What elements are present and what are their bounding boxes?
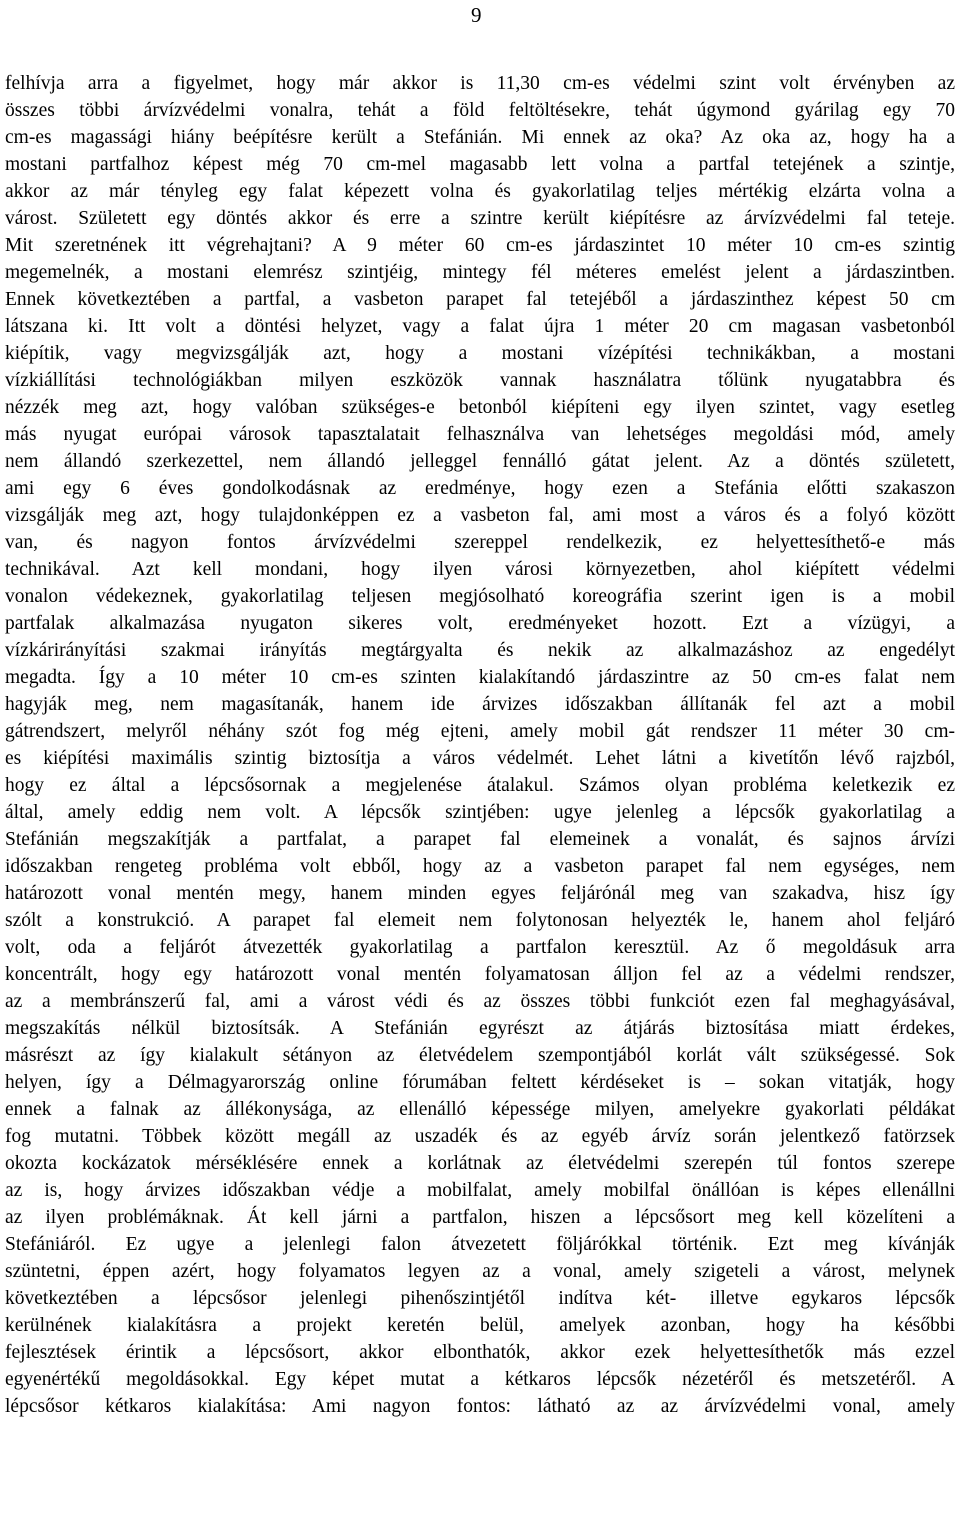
text-line: nem állandó szerkezettel, nem állandó jelleggel fennálló gátat jelent. Az a döntés született,: [5, 451, 955, 472]
text-line: az ilyen problémáknak. Át kell járni a partfalon, hiszen a lépcsősort meg kell közelíteni a: [5, 1207, 955, 1228]
text-line: fejlesztések érintik a lépcsősort, akkor elbonthatók, akkor ezek helyettesíthetők más ezzel: [5, 1342, 955, 1363]
text-line: Stefániáról. Ez ugye a jelenlegi falon átvezetett följárókkal történik. Ezt meg kívánják: [5, 1234, 955, 1255]
text-line: egyenértékű megoldásokkal. Egy képet mutat a kétkaros lépcsők nézetéről és metszetéről. A: [5, 1369, 955, 1390]
text-line: az a membránszerű fal, ami a várost védi és az összes többi funkciót ezen fal meghagyásával,: [5, 991, 955, 1012]
text-line: összes többi árvízvédelmi vonalra, tehát a föld feltöltésekre, tehát úgymond gyárilag egy 70: [5, 100, 955, 121]
text-line: fog mutatni. Többek között megáll az uszadék és az egyéb árvíz során jelentkező fatörzsek: [5, 1126, 955, 1147]
text-line: hagyják meg, nem magasítanák, hanem ide árvizes időszakban állítanák fel azt a mobil: [5, 694, 955, 715]
text-line: ami egy 6 éves gondolkodásnak az eredménye, hogy ezen a Stefánia előtti szakaszon: [5, 478, 955, 499]
document-body: [5, 70, 955, 1447]
text-line: cm-es magassági hiány beépítésre került a Stefánián. Mi ennek az oka? Az oka az, hogy ha a: [5, 127, 955, 148]
text-line: kerülnének kialakításra a projekt keretén belül, amelyek azonban, hogy ha későbbi: [5, 1315, 955, 1336]
text-line: időszakban rengeteg probléma volt ebből, hogy az a vasbeton parapet fal nem egységes, nem: [5, 856, 955, 877]
text-line: akkor az már tényleg egy falat képezett volna és gyakorlatilag teljes mértékig elzárta volna a: [5, 181, 955, 202]
text-line: látszana ki. Itt volt a döntési helyzet, vagy a falat újra 1 méter 20 cm magasan vasbetonból: [5, 316, 955, 337]
text-line: volt, oda a feljárót átvezették gyakorlatilag a partfalon keresztül. Az ő megoldásuk arra: [5, 937, 955, 958]
text-line: vízkárirányítási szakmai irányítás megtárgyalta és nekik az alkalmazáshoz az engedélyt: [5, 640, 955, 661]
text-line: partfalak alkalmazása nyugaton sikeres volt, eredményeket hozott. Ezt a vízügyi, a: [5, 613, 955, 634]
text-line: által, amely eddig nem volt. A lépcsők szintjében: ugye jelenleg a lépcsők gyakorlatilag a: [5, 802, 955, 823]
text-line: gátrendszert, melyről néhány szót fog még ejteni, amely mobil gát rendszer 11 méter 30 cm-: [5, 721, 955, 742]
text-line: koncentrált, hogy egy határozott vonal mentén folyamatosan álljon fel az a védelmi rendszer,: [5, 964, 955, 985]
text-line: ennek a falnak az állékonysága, az ellenálló képessége milyen, amelyekre gyakorlati példákat: [5, 1099, 955, 1120]
text-line: helyen, így a Délmagyarország online fórumában feltett kérdéseket is – sokan vitatják, hogy: [5, 1072, 955, 1093]
text-line: technikával. Azt kell mondani, hogy ilyen városi környezetben, ahol kiépített védelmi: [5, 559, 955, 580]
text-line: vonalon védekeznek, gyakorlatilag teljesen megjósolható koreográfia szerint igen is a mobil: [5, 586, 955, 607]
text-line: mostani partfalhoz képest még 70 cm-mel magasabb lett volna a partfal tetejének a szintje,: [5, 154, 955, 175]
text-line: szüntetni, éppen azért, hogy folyamatos legyen az a vonal, amely szigeteli a várost, melynek: [5, 1261, 955, 1282]
text-line: nézzék meg azt, hogy valóban szükséges-e betonból kiépíteni egy ilyen szintet, vagy esetleg: [5, 397, 955, 418]
text-line: Ennek következtében a partfal, a vasbeton parapet fal tetejéből a járdaszinthez képest 50 cm: [5, 289, 955, 310]
text-line: Mit szeretnének itt végrehajtani? A 9 méter 60 cm-es járdaszintet 10 méter 10 cm-es szintig: [5, 235, 955, 256]
text-line: vízkiállítási technológiákban milyen eszközök vannak használatra tőlünk nyugatabbra és: [5, 370, 955, 391]
text-line: következtében a lépcsősor jelenlegi pihenőszintjétől indítva két- illetve egykaros lépcsők: [5, 1288, 955, 1309]
text-line: okozta kockázatok mérséklésére ennek a korlátnak az életvédelmi szerepén túl fontos szerepe: [5, 1153, 955, 1174]
text-line: vizsgálják meg azt, hogy tulajdonképpen ez a vasbeton fal, ami most a város és a folyó között: [5, 505, 955, 526]
text-line: várost. Született egy döntés akkor és erre a szintre került kiépítésre az árvízvédelmi fal teteje.: [5, 208, 955, 229]
text-line: megemelnék, a mostani elemrész szintjéig, mintegy fél méteres emelést jelent a járdaszintben.: [5, 262, 955, 283]
text-line: az is, hogy árvizes időszakban védje a mobilfalat, amely mobilfal önállóan is képes ellenállni: [5, 1180, 955, 1201]
text-line: lépcsősor kétkaros kialakítása: Ami nagyon fontos: látható az az árvízvédelmi vonal, amely: [5, 1396, 955, 1417]
text-line: es kiépítési maximális szintig biztosítja a város védelmét. Lehet látni a kivetítőn lévő rajzból,: [5, 748, 955, 769]
text-line: másrészt az így kialakult sétányon az életvédelem szempontjából korlát vált szükségessé. Sok: [5, 1045, 955, 1066]
text-line: határozott vonal mentén megy, hanem minden egyes feljárónál meg van szakadva, hisz így: [5, 883, 955, 904]
text-line: megadta. Így a 10 méter 10 cm-es szinten kialakítandó járdaszintre az 50 cm-es falat nem: [5, 667, 955, 688]
text-line: felhívja arra a figyelmet, hogy már akkor is 11,30 cm-es védelmi szint volt érvényben az: [5, 73, 955, 94]
text-line: Stefánián megszakítják a partfalat, a parapet fal elemeinek a vonalát, és sajnos árvízi: [5, 829, 955, 850]
page-number: 9: [471, 3, 482, 27]
text-line: [5, 1420, 955, 1447]
text-line: van, és nagyon fontos árvízvédelmi szereppel rendelkezik, ez helyettesíthető-e más: [5, 532, 955, 553]
text-line: más nyugat európai városok tapasztalatait felhasználva van lehetséges megoldási mód, amely: [5, 424, 955, 445]
text-line: kiépítik, vagy megvizsgálják azt, hogy a mostani vízépítési technikákban, a mostani: [5, 343, 955, 364]
text-line: megszakítás nélkül biztosítsák. A Stefánián egyrészt az átjárás biztosítása miatt érdekes,: [5, 1018, 955, 1039]
text-line: szólt a konstrukció. A parapet fal elemeit nem folytonosan helyezték le, hanem ahol feljáró: [5, 910, 955, 931]
text-line: hogy ez által a lépcsősornak a megjelenése átalakul. Számos olyan probléma keletkezik ez: [5, 775, 955, 796]
